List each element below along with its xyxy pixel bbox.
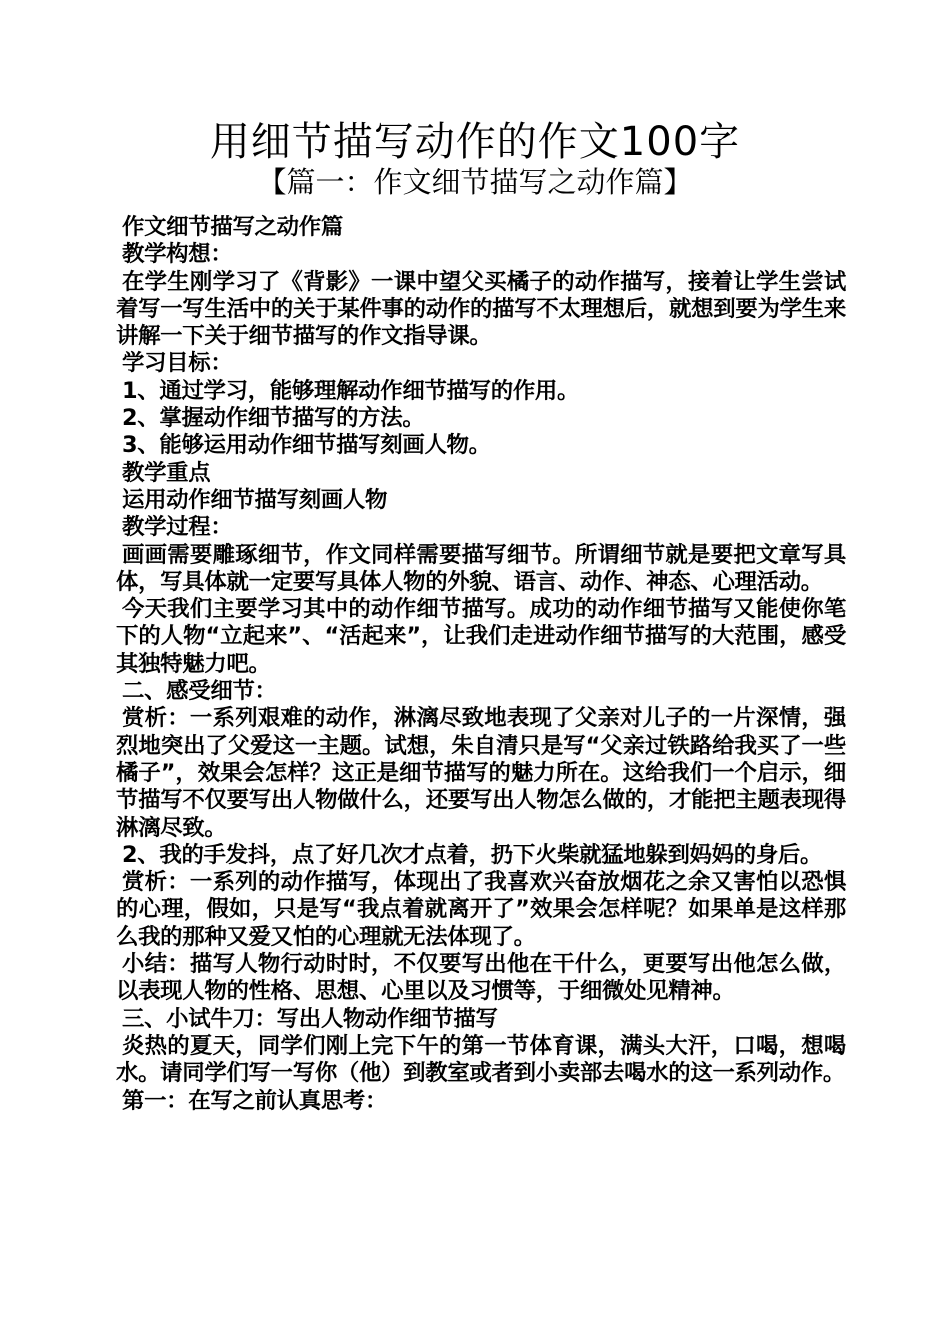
paragraph: 赏析：一系列的动作描写，体现出了我喜欢兴奋放烟花之余又害怕以恐惧的心理，假如，只是写“我点着就离开了”效果会怎样呢？如果单是这样那么我的那种又爱又怕的心理就无法体现了。 — [116, 869, 846, 950]
paragraph: 2、我的手发抖，点了好几次才点着，扔下火柴就猛地躲到妈妈的身后。 — [122, 841, 823, 868]
section-heading: 教学构想： — [122, 241, 233, 268]
section-heading: 教学过程： — [122, 514, 233, 541]
document-title: 用细节描写动作的作文100字 — [209, 119, 741, 165]
section-heading: 作文细节描写之动作篇 — [122, 214, 343, 240]
paragraph: 炎热的夏天，同学们刚上完下午的第一节体育课，满头大汗，口喝，想喝水。请同学们写一写你（他）到教室或者到小卖部去喝水的这一系列动作。 — [116, 1032, 846, 1087]
section-heading: 教学重点 — [122, 459, 211, 486]
paragraph: 在学生刚学习了《背影》一课中望父买橘子的动作描写，接着让学生尝试着写一写生活中的关于某件事的动作的描写不太理想后，就想到要为学生来讲解一下关于细节描写的作文指导课。 — [116, 268, 846, 350]
paragraph: 运用动作细节描写刻画人物 — [122, 486, 388, 513]
section-heading: 第一：在写之前认真思考： — [122, 1087, 388, 1114]
section-heading: 学习目标： — [122, 350, 233, 377]
section-heading: 三、小试牛刀：写出人物动作细节描写 — [122, 1005, 498, 1032]
document-subtitle: 【篇一：作文细节描写之动作篇】 — [257, 165, 693, 199]
list-item: 1、通过学习，能够理解动作细节描写的作用。 — [122, 377, 580, 404]
list-item: 3、能够运用动作细节描写刻画人物。 — [122, 432, 491, 459]
paragraph: 小结：描写人物行动时时，不仅要写出他在干什么，更要写出他怎么做，以表现人物的性格、思想、心里以及习惯等，于细微处见精神。 — [116, 951, 846, 1005]
paragraph: 今天我们主要学习其中的动作细节描写。成功的动作细节描写又能使你笔下的人物“立起来”、“活起来”，让我们走进动作细节描写的大范围，感受其独特魅力吧。 — [116, 596, 846, 677]
paragraph: 画画需要雕琢细节，作文同样需要描写细节。所谓细节就是要把文章写具体，写具体就一定要写具体人物的外貌、语言、动作、神态、心理活动。 — [116, 541, 846, 595]
list-item: 2、掌握动作细节描写的方法。 — [122, 405, 425, 432]
section-heading: 二、感受细节： — [122, 678, 277, 705]
paragraph: 赏析：一系列艰难的动作，淋漓尽致地表现了父亲对儿子的一片深情，强烈地突出了父爱这一主题。试想，朱自清只是写“父亲过铁路给我买了一些橘子”，效果会怎样？这正是细节描写的魅力所在。这给我们一个启示，细节描写不仅要写出人物做什么，还要写出人物怎么做的，才能把主题表现得淋漓尽致。 — [116, 705, 846, 841]
document-body — [116, 214, 846, 1115]
